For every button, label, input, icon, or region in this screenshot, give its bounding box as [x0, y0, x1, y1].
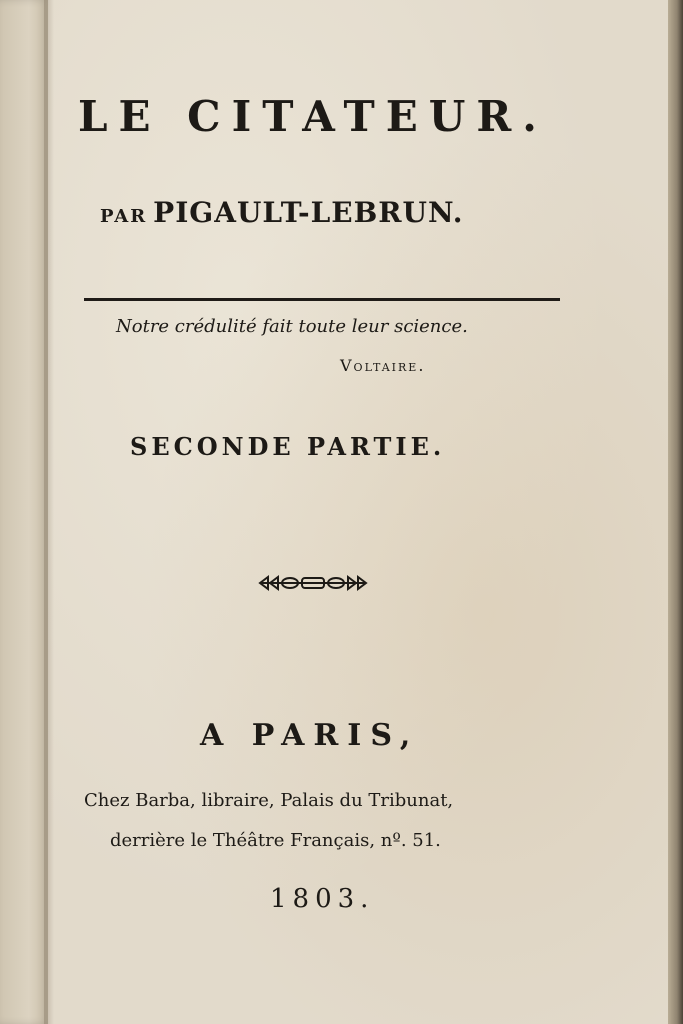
- facing-page-edge: [0, 0, 48, 1024]
- book-title: LE CITATEUR.: [78, 92, 548, 141]
- imprint-publisher: Chez Barba, libraire, Palais du Tribunat,: [84, 790, 454, 811]
- publication-year: 1803.: [270, 884, 375, 914]
- epigraph-text: Notre crédulité fait toute leur science.: [116, 316, 468, 337]
- epigraph-attribution: Voltaire.: [340, 356, 426, 375]
- printers-ornament-icon: [258, 574, 368, 592]
- author-name: PIGAULT-LEBRUN.: [153, 196, 464, 229]
- page-edge-right: [668, 0, 683, 1024]
- title-page: [48, 0, 673, 1024]
- part-heading: SECONDE PARTIE.: [130, 432, 446, 461]
- imprint-address: derrière le Théâtre Français, nº. 51.: [110, 830, 441, 851]
- imprint-place: A PARIS,: [200, 718, 420, 753]
- author-line: [100, 196, 580, 229]
- divider-rule: [84, 298, 560, 301]
- book-gutter: [44, 0, 54, 1024]
- author-prefix: PAR: [100, 206, 148, 227]
